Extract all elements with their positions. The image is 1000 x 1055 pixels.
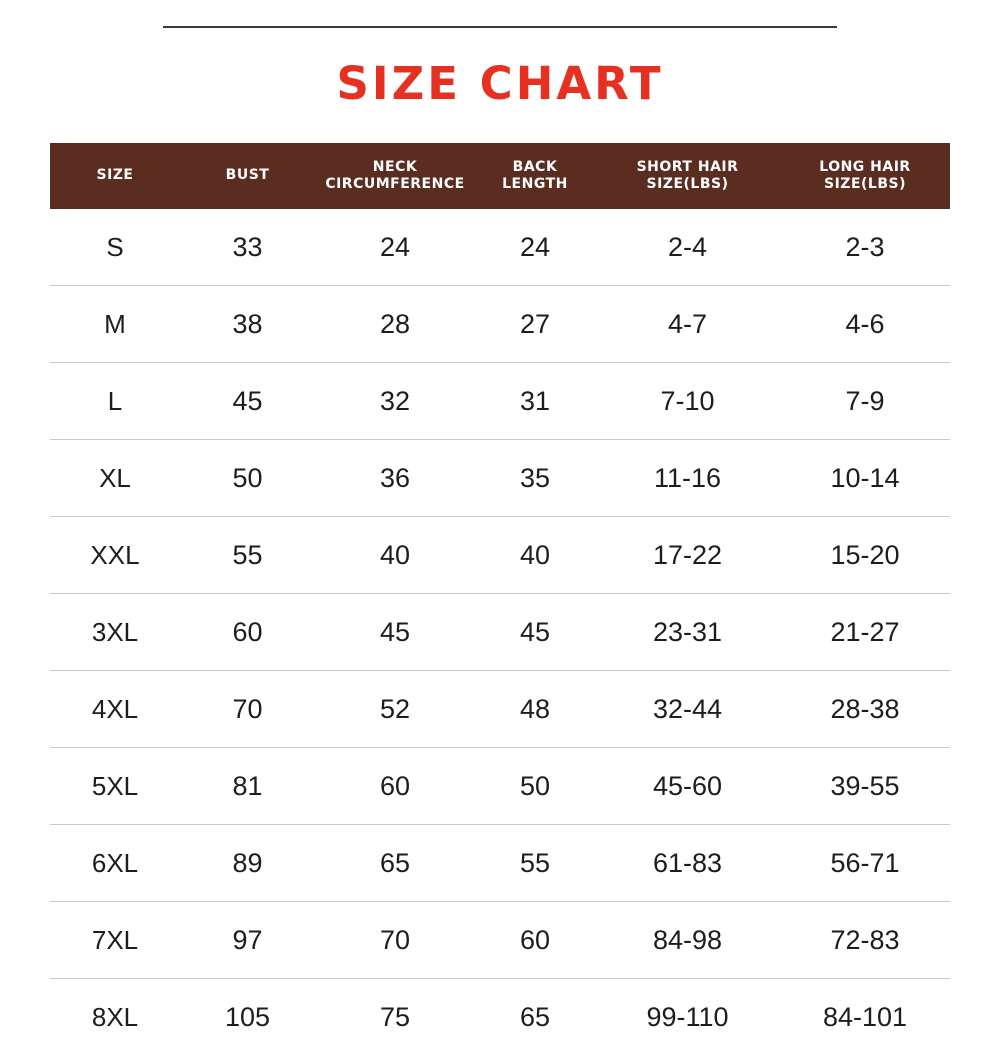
cell-bust: 105 (180, 979, 315, 1055)
cell-short-hair: 99-110 (595, 979, 780, 1055)
table-row (50, 517, 950, 594)
table-row (50, 671, 950, 748)
cell-neck: 40 (315, 517, 475, 594)
table-row (50, 825, 950, 902)
cell-bust: 45 (180, 363, 315, 440)
cell-long-hair: 15-20 (780, 517, 950, 594)
cell-back: 27 (475, 286, 595, 363)
cell-back: 65 (475, 979, 595, 1055)
cell-back: 50 (475, 748, 595, 825)
column-header-bust (180, 143, 315, 209)
cell-back: 45 (475, 594, 595, 671)
table-body (50, 209, 950, 1055)
cell-short-hair: 4-7 (595, 286, 780, 363)
cell-short-hair: 2-4 (595, 209, 780, 286)
cell-neck: 24 (315, 209, 475, 286)
column-header-size (50, 143, 180, 209)
cell-short-hair: 23-31 (595, 594, 780, 671)
table-row (50, 286, 950, 363)
cell-size: XL (50, 440, 180, 517)
cell-neck: 36 (315, 440, 475, 517)
column-header-short-hair-line-1: SHORT HAIR (597, 159, 778, 177)
cell-neck: 75 (315, 979, 475, 1055)
cell-long-hair: 39-55 (780, 748, 950, 825)
cell-long-hair: 7-9 (780, 363, 950, 440)
table-row (50, 594, 950, 671)
column-header-short-hair-size (595, 143, 780, 209)
column-header-back-line-1: BACK (477, 159, 593, 177)
cell-long-hair: 84-101 (780, 979, 950, 1055)
cell-bust: 89 (180, 825, 315, 902)
cell-long-hair: 28-38 (780, 671, 950, 748)
cell-bust: 33 (180, 209, 315, 286)
cell-bust: 70 (180, 671, 315, 748)
cell-long-hair: 2-3 (780, 209, 950, 286)
table-row (50, 902, 950, 979)
table-row (50, 440, 950, 517)
page-title: SIZE CHART (0, 57, 1000, 110)
cell-long-hair: 4-6 (780, 286, 950, 363)
cell-short-hair: 61-83 (595, 825, 780, 902)
cell-back: 60 (475, 902, 595, 979)
cell-long-hair: 56-71 (780, 825, 950, 902)
size-chart-table (50, 143, 950, 1055)
cell-back: 31 (475, 363, 595, 440)
column-header-short-hair-line-2: SIZE(LBS) (597, 176, 778, 194)
column-header-back-line-2: LENGTH (477, 176, 593, 194)
column-header-neck-line-1: NECK (317, 159, 473, 177)
column-header-long-hair-line-1: LONG HAIR (782, 159, 948, 177)
cell-short-hair: 7-10 (595, 363, 780, 440)
cell-neck: 52 (315, 671, 475, 748)
cell-back: 24 (475, 209, 595, 286)
cell-size: 8XL (50, 979, 180, 1055)
cell-back: 55 (475, 825, 595, 902)
cell-size: 4XL (50, 671, 180, 748)
table-header (50, 143, 950, 209)
cell-back: 48 (475, 671, 595, 748)
table-row (50, 748, 950, 825)
column-header-neck-circumference (315, 143, 475, 209)
cell-size: 3XL (50, 594, 180, 671)
cell-bust: 38 (180, 286, 315, 363)
column-header-bust-line-1: BUST (182, 167, 313, 185)
table-row (50, 979, 950, 1055)
column-header-back-length (475, 143, 595, 209)
cell-bust: 97 (180, 902, 315, 979)
cell-bust: 81 (180, 748, 315, 825)
cell-bust: 55 (180, 517, 315, 594)
column-header-size-line-1: SIZE (52, 167, 178, 185)
cell-long-hair: 72-83 (780, 902, 950, 979)
cell-neck: 65 (315, 825, 475, 902)
size-chart-table-container (50, 143, 950, 1055)
cell-neck: 32 (315, 363, 475, 440)
table-row (50, 209, 950, 286)
cell-bust: 60 (180, 594, 315, 671)
cell-size: S (50, 209, 180, 286)
cell-short-hair: 11-16 (595, 440, 780, 517)
cell-bust: 50 (180, 440, 315, 517)
cell-neck: 45 (315, 594, 475, 671)
cell-size: L (50, 363, 180, 440)
cell-back: 40 (475, 517, 595, 594)
cell-long-hair: 10-14 (780, 440, 950, 517)
cell-size: XXL (50, 517, 180, 594)
cell-size: 7XL (50, 902, 180, 979)
cell-short-hair: 32-44 (595, 671, 780, 748)
table-header-row (50, 143, 950, 209)
cell-neck: 70 (315, 902, 475, 979)
table-row (50, 363, 950, 440)
cell-long-hair: 21-27 (780, 594, 950, 671)
cell-size: M (50, 286, 180, 363)
column-header-long-hair-size (780, 143, 950, 209)
cell-short-hair: 84-98 (595, 902, 780, 979)
top-divider (163, 26, 837, 28)
column-header-long-hair-line-2: SIZE(LBS) (782, 176, 948, 194)
cell-short-hair: 45-60 (595, 748, 780, 825)
cell-neck: 28 (315, 286, 475, 363)
cell-back: 35 (475, 440, 595, 517)
cell-neck: 60 (315, 748, 475, 825)
cell-short-hair: 17-22 (595, 517, 780, 594)
column-header-neck-line-2: CIRCUMFERENCE (317, 176, 473, 194)
cell-size: 5XL (50, 748, 180, 825)
cell-size: 6XL (50, 825, 180, 902)
